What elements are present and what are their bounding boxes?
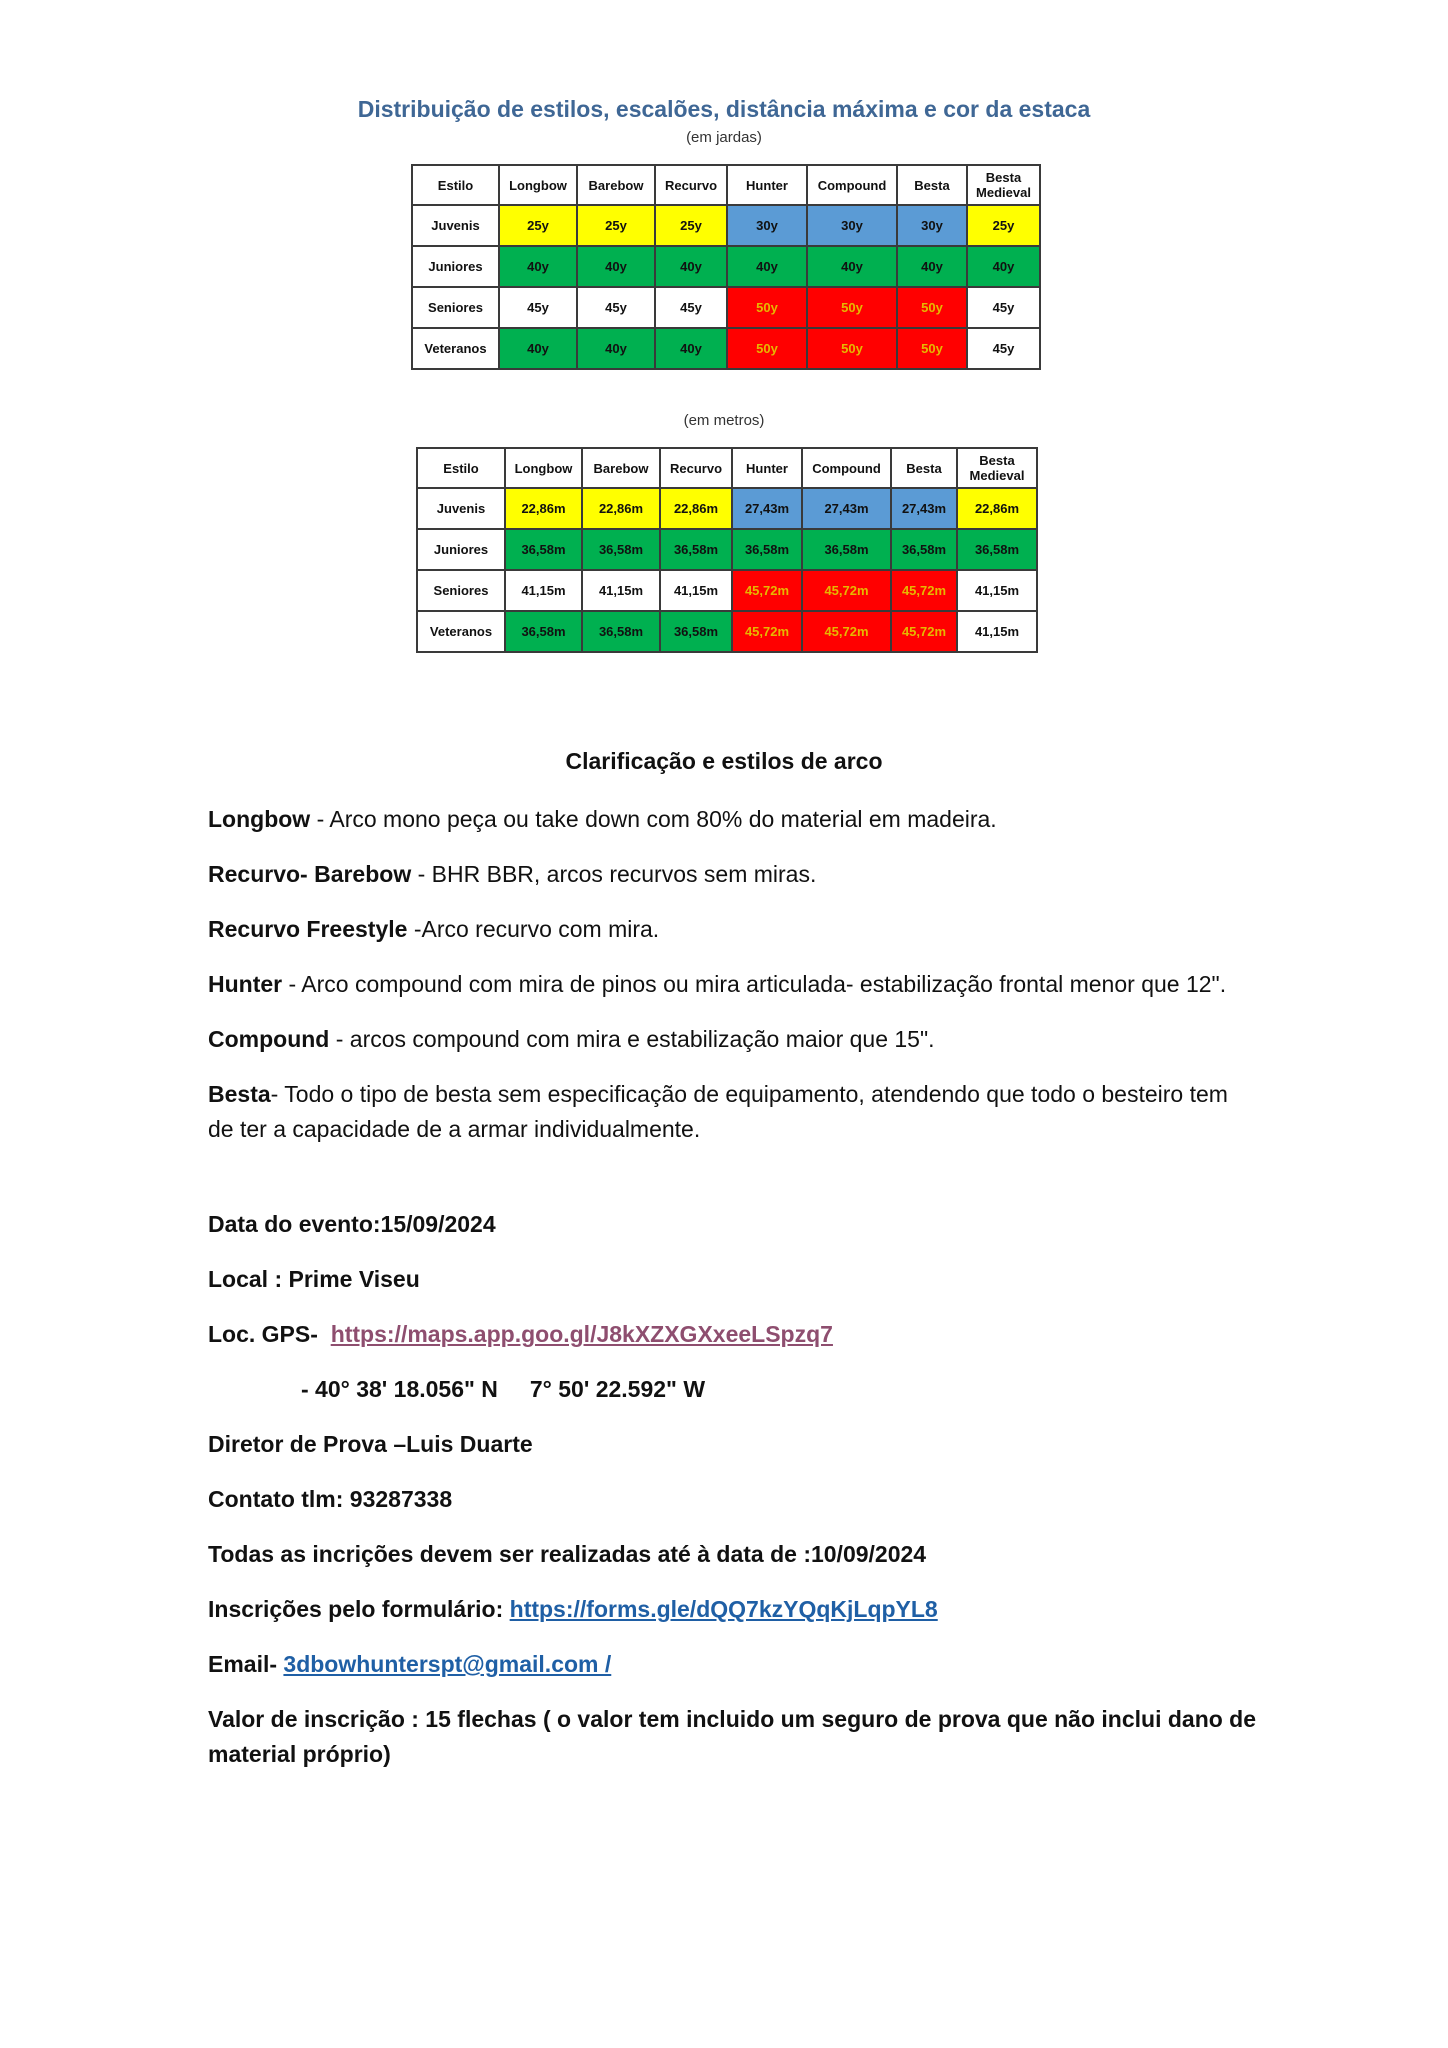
distance-cell: 45,72m — [802, 570, 891, 611]
definition-desc: - BHR BBR, arcos recurvos sem miras. — [411, 861, 817, 887]
distance-cell: 36,58m — [891, 529, 957, 570]
distance-cell: 36,58m — [582, 529, 660, 570]
row-label: Veteranos — [417, 611, 505, 652]
distance-cell: 40y — [655, 246, 727, 287]
definition-hunter — [208, 967, 1258, 1002]
header-cell: Besta — [897, 165, 967, 205]
event-contact: Contato tlm: 93287338 — [208, 1486, 453, 1512]
page-title: Distribuição de estilos, escalões, distância máxima e cor da estaca — [357, 96, 1091, 122]
row-label: Seniores — [412, 287, 499, 328]
yards-table — [411, 164, 1041, 370]
distance-cell: 50y — [807, 328, 897, 369]
distance-cell: 45y — [655, 287, 727, 328]
distance-cell: 40y — [727, 246, 807, 287]
distance-cell: 25y — [577, 205, 655, 246]
header-cell: Barebow — [582, 448, 660, 488]
definition-term: Longbow — [208, 806, 311, 832]
distance-cell: 22,86m — [505, 488, 582, 529]
header-cell: Besta Medieval — [967, 165, 1040, 205]
definition-desc: -Arco recurvo com mira. — [407, 916, 660, 942]
definition-besta — [208, 1077, 1258, 1147]
header-cell: Estilo — [417, 448, 505, 488]
meters-table — [416, 447, 1038, 653]
distance-cell: 36,58m — [957, 529, 1037, 570]
distance-cell: 40y — [967, 246, 1040, 287]
distance-cell: 27,43m — [802, 488, 891, 529]
distance-cell: 41,15m — [505, 570, 582, 611]
definition-longbow — [208, 802, 1258, 837]
distance-cell: 45,72m — [891, 611, 957, 652]
event-gps — [208, 1317, 1258, 1352]
distance-cell: 45y — [967, 328, 1040, 369]
distance-cell: 45,72m — [802, 611, 891, 652]
yards-caption: (em jardas) — [686, 129, 762, 146]
distance-cell: 22,86m — [660, 488, 732, 529]
row-label: Juniores — [412, 246, 499, 287]
definition-term: Hunter — [208, 971, 283, 997]
distance-cell: 40y — [655, 328, 727, 369]
distance-cell: 36,58m — [582, 611, 660, 652]
definition-desc: - Arco mono peça ou take down com 80% do material em madeira. — [310, 806, 997, 832]
distance-cell: 45,72m — [891, 570, 957, 611]
table-row — [417, 488, 1037, 529]
clarification-list — [208, 802, 1258, 1167]
distance-cell: 36,58m — [660, 529, 732, 570]
definition-desc: - Todo o tipo de besta sem especificação de equipamento, atendendo que todo o besteiro tem de ter a capacidade de a armar individualmente. — [208, 1081, 1228, 1142]
email-label: Email- — [208, 1651, 278, 1677]
clarification-title: Clarificação e estilos de arco — [565, 748, 883, 774]
gps-label: Loc. GPS- — [208, 1321, 318, 1347]
distance-cell: 50y — [727, 287, 807, 328]
definition-compound — [208, 1022, 1258, 1057]
event-date: Data do evento:15/09/2024 — [208, 1211, 496, 1237]
distance-cell: 40y — [499, 328, 577, 369]
header-cell: Hunter — [732, 448, 802, 488]
header-cell: Longbow — [505, 448, 582, 488]
event-deadline: Todas as incrições devem ser realizadas até à data de :10/09/2024 — [208, 1541, 927, 1567]
distance-cell: 40y — [577, 328, 655, 369]
table-row — [412, 205, 1040, 246]
distance-cell: 40y — [807, 246, 897, 287]
form-link[interactable]: https://forms.gle/dQQ7kzYQqKjLqpYL8 — [509, 1596, 938, 1622]
distance-cell: 30y — [807, 205, 897, 246]
event-fee: Valor de inscrição : 15 flechas ( o valor tem incluido um seguro de prova que não inclui dano de material próprio) — [208, 1706, 1257, 1767]
distance-cell: 41,15m — [957, 611, 1037, 652]
definition-term: Besta — [208, 1081, 271, 1107]
distance-cell: 36,58m — [505, 529, 582, 570]
header-cell: Recurvo — [660, 448, 732, 488]
distance-cell: 27,43m — [891, 488, 957, 529]
distance-cell: 50y — [807, 287, 897, 328]
header-cell: Recurvo — [655, 165, 727, 205]
distance-cell: 40y — [897, 246, 967, 287]
email-link[interactable]: 3dbowhunterspt@gmail.com / — [283, 1651, 612, 1677]
definition-term: Compound — [208, 1026, 330, 1052]
row-label: Seniores — [417, 570, 505, 611]
header-cell: Compound — [807, 165, 897, 205]
definition-barebow — [208, 857, 1258, 892]
meters-caption: (em metros) — [683, 412, 765, 429]
table-row — [412, 287, 1040, 328]
distance-cell: 45y — [499, 287, 577, 328]
header-cell: Barebow — [577, 165, 655, 205]
distance-cell: 41,15m — [660, 570, 732, 611]
distance-cell: 41,15m — [957, 570, 1037, 611]
header-cell: Compound — [802, 448, 891, 488]
distance-cell: 45y — [577, 287, 655, 328]
distance-cell: 22,86m — [957, 488, 1037, 529]
distance-cell: 50y — [727, 328, 807, 369]
table-row — [412, 328, 1040, 369]
gps-link[interactable]: https://maps.app.goo.gl/J8kXZXGXxeeLSpzq7 — [330, 1321, 833, 1347]
header-cell: Besta — [891, 448, 957, 488]
event-local: Local : Prime Viseu — [208, 1266, 420, 1292]
table-row — [417, 570, 1037, 611]
table-row — [417, 529, 1037, 570]
distance-cell: 36,58m — [505, 611, 582, 652]
gps-coordinates: - 40° 38' 18.056" N 7° 50' 22.592" W — [301, 1376, 706, 1402]
definition-term: Recurvo- Barebow — [208, 861, 412, 887]
header-cell: Hunter — [727, 165, 807, 205]
header-cell: Estilo — [412, 165, 499, 205]
distance-cell: 45,72m — [732, 611, 802, 652]
definition-term: Recurvo Freestyle — [208, 916, 408, 942]
distance-cell: 50y — [897, 287, 967, 328]
definition-desc: - Arco compound com mira de pinos ou mira articulada- estabilização frontal menor que 12". — [282, 971, 1227, 997]
table-row — [412, 246, 1040, 287]
event-info — [208, 1207, 1258, 1772]
distance-cell: 25y — [499, 205, 577, 246]
row-label: Juniores — [417, 529, 505, 570]
row-label: Juvenis — [412, 205, 499, 246]
distance-cell: 40y — [499, 246, 577, 287]
form-label: Inscrições pelo formulário: — [208, 1596, 504, 1622]
row-label: Veteranos — [412, 328, 499, 369]
distance-cell: 30y — [727, 205, 807, 246]
header-cell: Longbow — [499, 165, 577, 205]
distance-cell: 45,72m — [732, 570, 802, 611]
definition-desc: - arcos compound com mira e estabilização maior que 15". — [329, 1026, 935, 1052]
distance-cell: 25y — [967, 205, 1040, 246]
table-row — [417, 611, 1037, 652]
distance-cell: 36,58m — [802, 529, 891, 570]
event-form — [208, 1592, 1258, 1627]
distance-cell: 27,43m — [732, 488, 802, 529]
distance-cell: 50y — [897, 328, 967, 369]
distance-cell: 41,15m — [582, 570, 660, 611]
distance-cell: 45y — [967, 287, 1040, 328]
event-email — [208, 1647, 1258, 1682]
distance-cell: 25y — [655, 205, 727, 246]
distance-cell: 36,58m — [732, 529, 802, 570]
definition-freestyle — [208, 912, 1258, 947]
distance-cell: 22,86m — [582, 488, 660, 529]
event-director: Diretor de Prova –Luis Duarte — [208, 1431, 533, 1457]
row-label: Juvenis — [417, 488, 505, 529]
distance-cell: 36,58m — [660, 611, 732, 652]
header-cell: Besta Medieval — [957, 448, 1037, 488]
distance-cell: 30y — [897, 205, 967, 246]
distance-cell: 40y — [577, 246, 655, 287]
